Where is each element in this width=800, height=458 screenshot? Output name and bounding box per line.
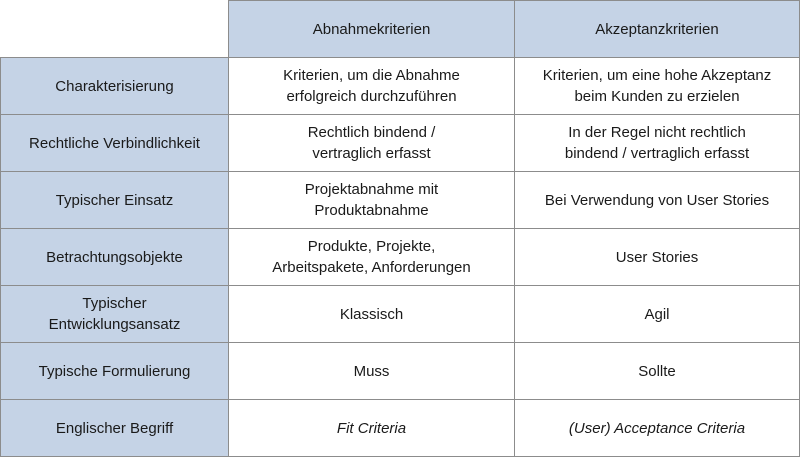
cell-line: Fit Criteria bbox=[336, 419, 407, 437]
cell-akzeptanz bbox=[515, 400, 800, 457]
row-englischer-begriff bbox=[1, 400, 800, 457]
cell-akzeptanz bbox=[515, 58, 800, 115]
row-entwicklungsansatz bbox=[1, 286, 800, 343]
cell-abnahme bbox=[229, 286, 515, 343]
cell-akzeptanz bbox=[515, 343, 800, 400]
cell-line: Projektabnahme mit bbox=[304, 181, 439, 198]
cell-line: beim Kunden zu erzielen bbox=[574, 88, 740, 105]
row-typischer-einsatz bbox=[1, 172, 800, 229]
cell-line: (User) Acceptance Criteria bbox=[568, 419, 746, 437]
cell-line: bindend / vertraglich erfasst bbox=[564, 145, 750, 162]
cell-abnahme bbox=[229, 115, 515, 172]
cell-line: In der Regel nicht rechtlich bbox=[568, 124, 746, 141]
header-abnahmekriterien: Abnahmekriterien bbox=[229, 1, 515, 58]
row-rechtliche-verbindlichkeit bbox=[1, 115, 800, 172]
row-label-line: Entwicklungsansatz bbox=[48, 316, 181, 333]
corner-cell bbox=[1, 1, 229, 58]
cell-line: Klassisch bbox=[339, 305, 404, 323]
cell-line: Kriterien, um die Abnahme bbox=[283, 67, 460, 84]
cell-akzeptanz bbox=[515, 286, 800, 343]
cell-line: Rechtlich bindend / bbox=[307, 124, 436, 141]
cell-line: Sollte bbox=[638, 362, 676, 380]
cell-line: Produktabnahme bbox=[314, 202, 429, 219]
cell-abnahme bbox=[229, 58, 515, 115]
header-akzeptanzkriterien: Akzeptanzkriterien bbox=[515, 1, 800, 58]
cell-abnahme bbox=[229, 172, 515, 229]
cell-abnahme bbox=[229, 343, 515, 400]
cell-line: Kriterien, um eine hohe Akzeptanz bbox=[542, 67, 772, 84]
row-typische-formulierung bbox=[1, 343, 800, 400]
row-label: Typische Formulierung bbox=[1, 343, 229, 400]
row-label: Typischer Einsatz bbox=[1, 172, 229, 229]
row-betrachtungsobjekte bbox=[1, 229, 800, 286]
cell-abnahme bbox=[229, 400, 515, 457]
cell-akzeptanz bbox=[515, 172, 800, 229]
cell-akzeptanz bbox=[515, 115, 800, 172]
cell-line: Agil bbox=[644, 305, 670, 323]
cell-line: Muss bbox=[353, 362, 390, 380]
cell-line: Produkte, Projekte, bbox=[307, 238, 436, 255]
row-label: Rechtliche Verbindlichkeit bbox=[1, 115, 229, 172]
row-label bbox=[1, 286, 229, 343]
header-row bbox=[1, 1, 800, 58]
cell-akzeptanz bbox=[515, 229, 800, 286]
cell-line: erfolgreich durchzuführen bbox=[286, 88, 457, 105]
row-charakterisierung bbox=[1, 58, 800, 115]
row-label: Englischer Begriff bbox=[1, 400, 229, 457]
row-label-line: Typischer bbox=[82, 295, 147, 312]
cell-line: User Stories bbox=[615, 248, 699, 266]
row-label: Charakterisierung bbox=[1, 58, 229, 115]
cell-line: Arbeitspakete, Anforderungen bbox=[272, 259, 471, 276]
row-label: Betrachtungsobjekte bbox=[1, 229, 229, 286]
cell-abnahme bbox=[229, 229, 515, 286]
cell-line: Bei Verwendung von User Stories bbox=[544, 191, 770, 209]
cell-line: vertraglich erfasst bbox=[312, 145, 431, 162]
